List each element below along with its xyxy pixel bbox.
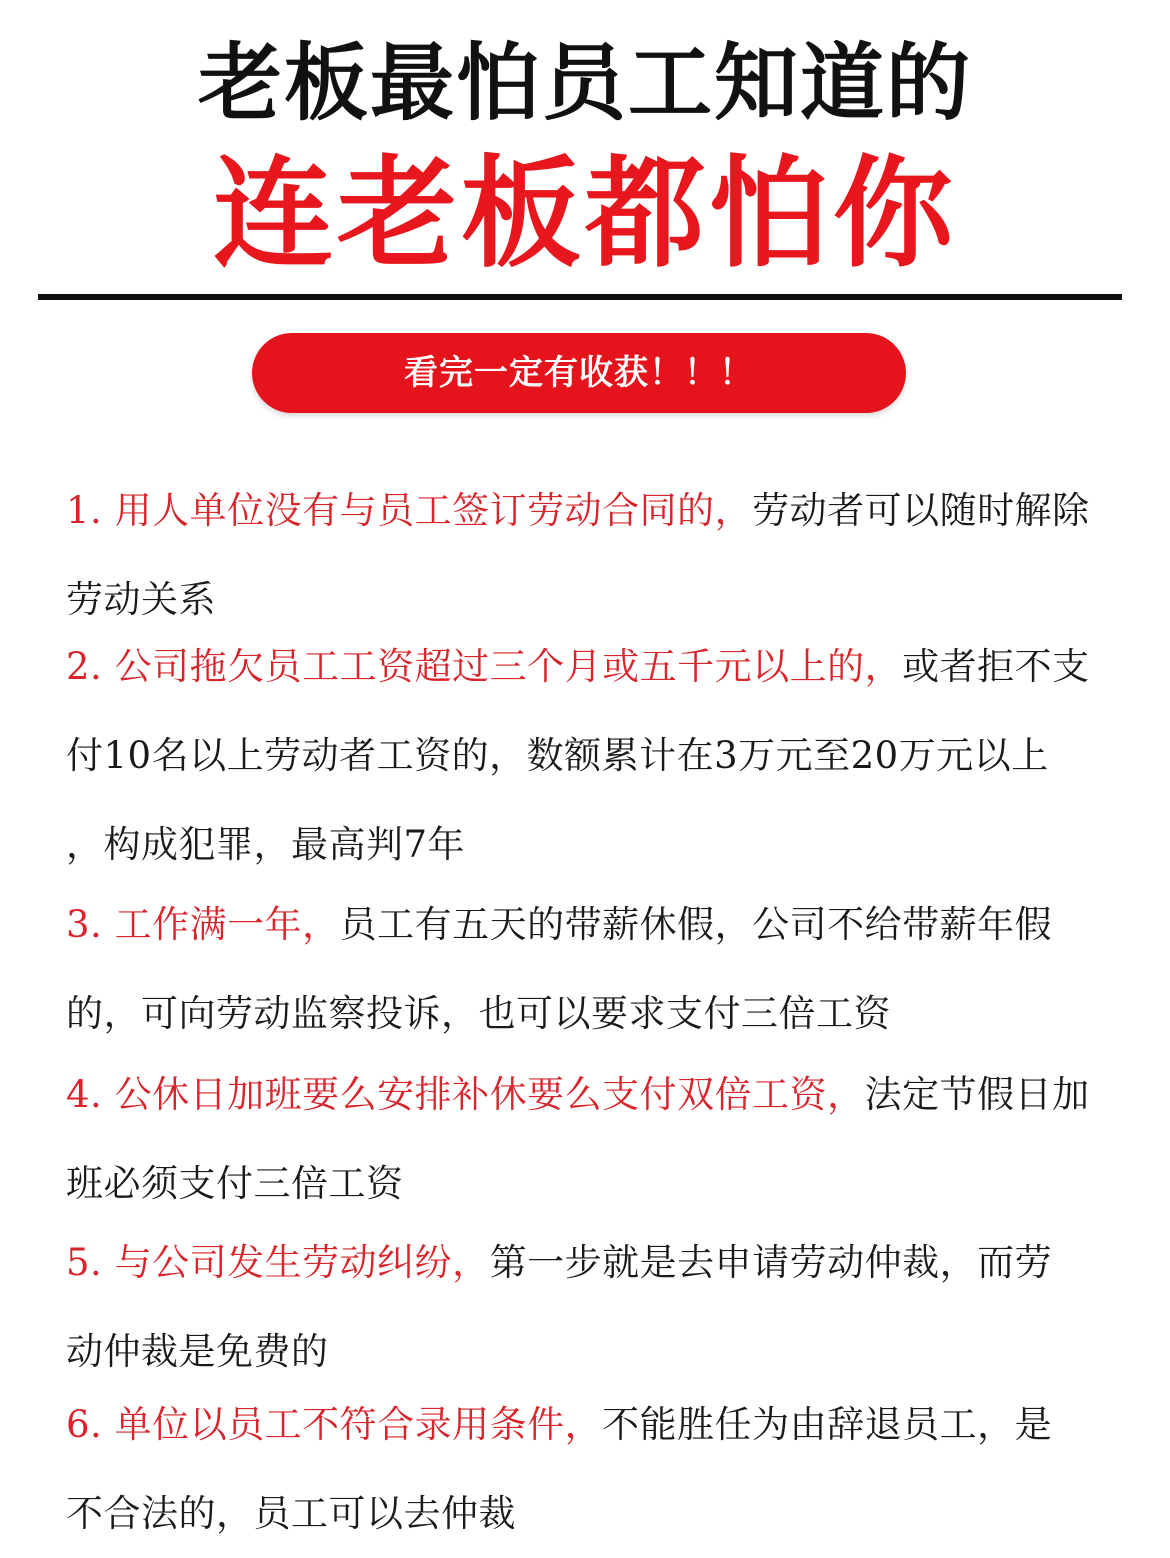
item-line: 的，可向劳动监察投诉，也可以要求支付三倍工资 [66,992,891,1035]
item-highlight: 用人单位没有与员工签订劳动合同的， [114,489,753,532]
list-item-5 [66,1218,1126,1396]
list-item-6 [66,1380,1126,1558]
list-item-1 [66,466,1126,644]
item-highlight: 公休日加班要么安排补休要么支付双倍工资， [114,1073,865,1116]
item-line: 动仲裁是免费的 [66,1330,329,1373]
item-line [66,880,1126,969]
item-line [66,622,1126,711]
item-text: 法定节假日加 [864,1073,1090,1116]
page-title: 老板最怕员工知道的 [197,34,972,132]
item-line [66,1380,1126,1469]
highlight-badge: 看完一定有收获！！！ [252,333,906,413]
item-number: 6. [66,1403,103,1446]
item-highlight: 公司拖欠员工工资超过三个月或五千元以上的， [114,645,903,688]
item-highlight: 与公司发生劳动纠纷， [114,1241,490,1284]
item-number: 1. [66,489,103,532]
list-item-3 [66,880,1126,1058]
item-number: 3. [66,903,103,946]
item-line: ，构成犯罪，最高判7年 [66,823,466,866]
item-number: 2. [66,645,103,688]
list-item-2 [66,622,1126,889]
title-divider [38,294,1122,300]
page-subtitle: 连老板都怕你 [213,145,957,284]
item-line: 劳动关系 [66,578,216,621]
item-highlight: 工作满一年， [114,903,340,946]
list-item-4 [66,1050,1126,1228]
item-line [66,466,1126,555]
item-line: 付10名以上劳动者工资的，数额累计在3万元至20万元以上 [66,734,1049,777]
item-text: 不能胜任为由辞退员工，是 [602,1403,1053,1446]
item-highlight: 单位以员工不符合录用条件， [114,1403,603,1446]
item-line [66,1218,1126,1307]
item-number: 5. [66,1241,103,1284]
item-text: 或者拒不支 [902,645,1090,688]
item-text: 员工有五天的带薪休假，公司不给带薪年假 [339,903,1053,946]
item-number: 4. [66,1073,103,1116]
item-text: 第一步就是去申请劳动仲裁，而劳 [489,1241,1053,1284]
item-line: 不合法的，员工可以去仲裁 [66,1492,516,1535]
item-line: 班必须支付三倍工资 [66,1162,404,1205]
item-line [66,1050,1126,1139]
item-text: 劳动者可以随时解除 [752,489,1090,532]
